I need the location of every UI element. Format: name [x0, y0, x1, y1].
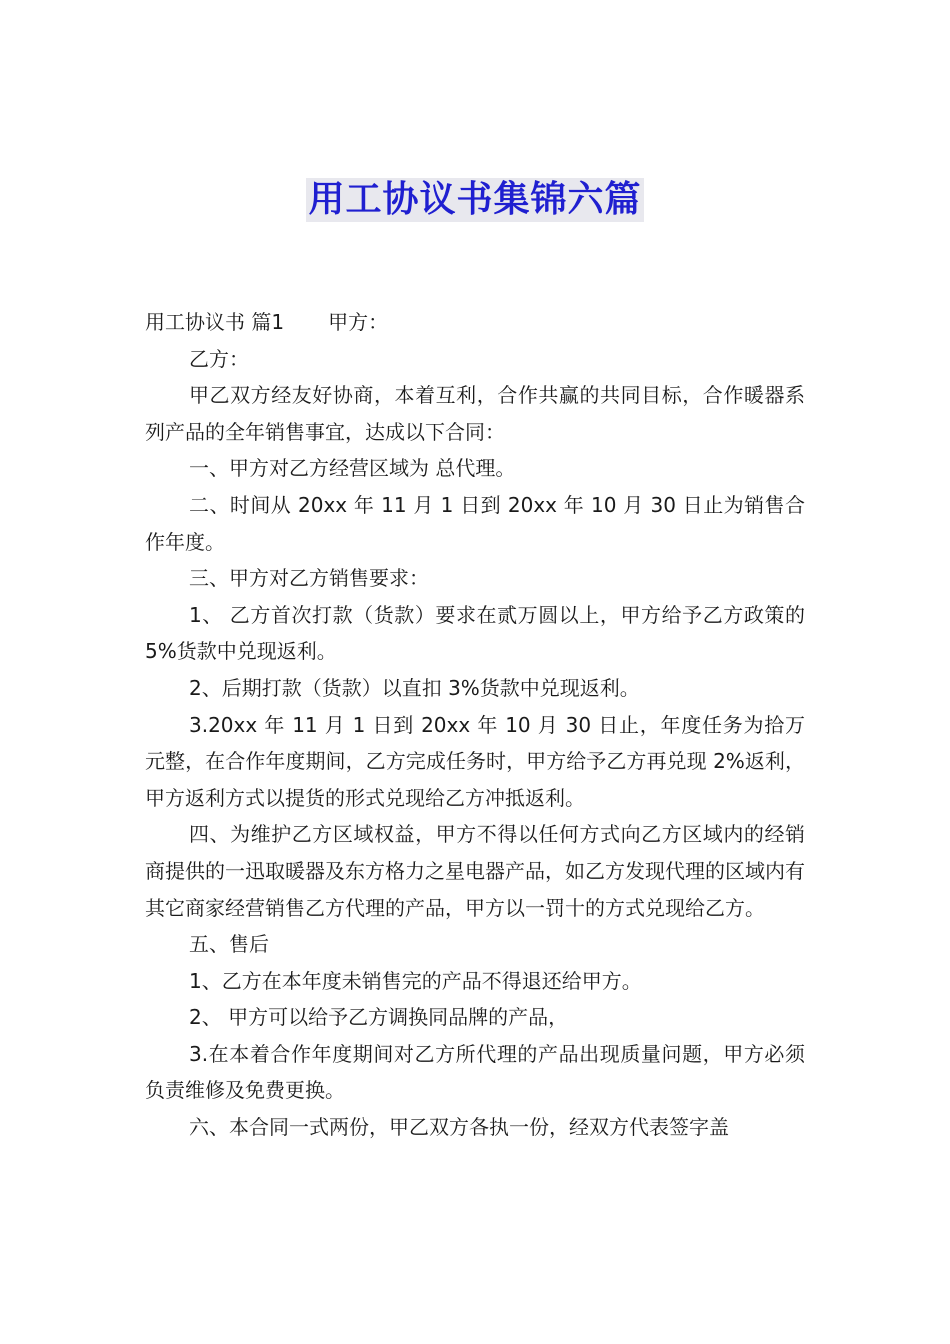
paragraph: 1、 乙方首次打款（货款）要求在贰万圆以上，甲方给予乙方政策的 5%货款中兑现返利。	[145, 602, 805, 664]
paragraph: 2、 甲方可以给予乙方调换同品牌的产品，	[189, 1005, 569, 1030]
paragraph: 一、甲方对乙方经营区域为 总代理。	[189, 456, 516, 481]
title-container	[0, 178, 950, 222]
paragraph: 甲乙双方经友好协商，本着互利，合作共赢的共同目标，合作暖器系列产品的全年销售事宜，达成以下合同：	[145, 383, 805, 444]
paragraph: 3.20xx 年 11 月 1 日到 20xx 年 10 月 30 日止，年度任务为拾万元整，在合作年度期间，乙方完成任务时，甲方给予乙方再兑现 2%返利，甲方返利方式以提货的形式兑现给乙方冲抵返利。	[145, 712, 805, 810]
paragraph: 2、后期打款（货款）以直扣 3%货款中兑现返利。	[189, 675, 640, 700]
paragraph: 三、甲方对乙方销售要求：	[189, 566, 429, 591]
paragraph: 四、为维护乙方区域权益，甲方不得以任何方式向乙方区域内的经销商提供的一迅取暖器及东方格力之星电器产品，如乙方发现代理的区域内有其它商家经营销售乙方代理的产品，甲方以一罚十的方式兑现给乙方。	[145, 822, 805, 920]
paragraph: 五、售后	[189, 932, 269, 957]
document-body	[145, 304, 805, 1146]
section-heading: 用工协议书 篇1	[145, 310, 285, 334]
paragraph: 乙方：	[189, 346, 249, 371]
section-heading-line	[145, 304, 805, 341]
paragraph: 3.在本着合作年度期间对乙方所代理的产品出现质量问题，甲方必须负责维修及免费更换。	[145, 1041, 805, 1103]
paragraph: 1、乙方在本年度未销售完的产品不得退还给甲方。	[189, 968, 642, 993]
document-title: 用工协议书集锦六篇	[308, 179, 642, 220]
paragraph: 六、本合同一式两份，甲乙双方各执一份，经双方代表签字盖	[189, 1115, 729, 1140]
paragraph: 二、时间从 20xx 年 11 月 1 日到 20xx 年 10 月 30 日止为销售合作年度。	[145, 492, 805, 554]
party-a-label: 甲方：	[328, 310, 389, 334]
